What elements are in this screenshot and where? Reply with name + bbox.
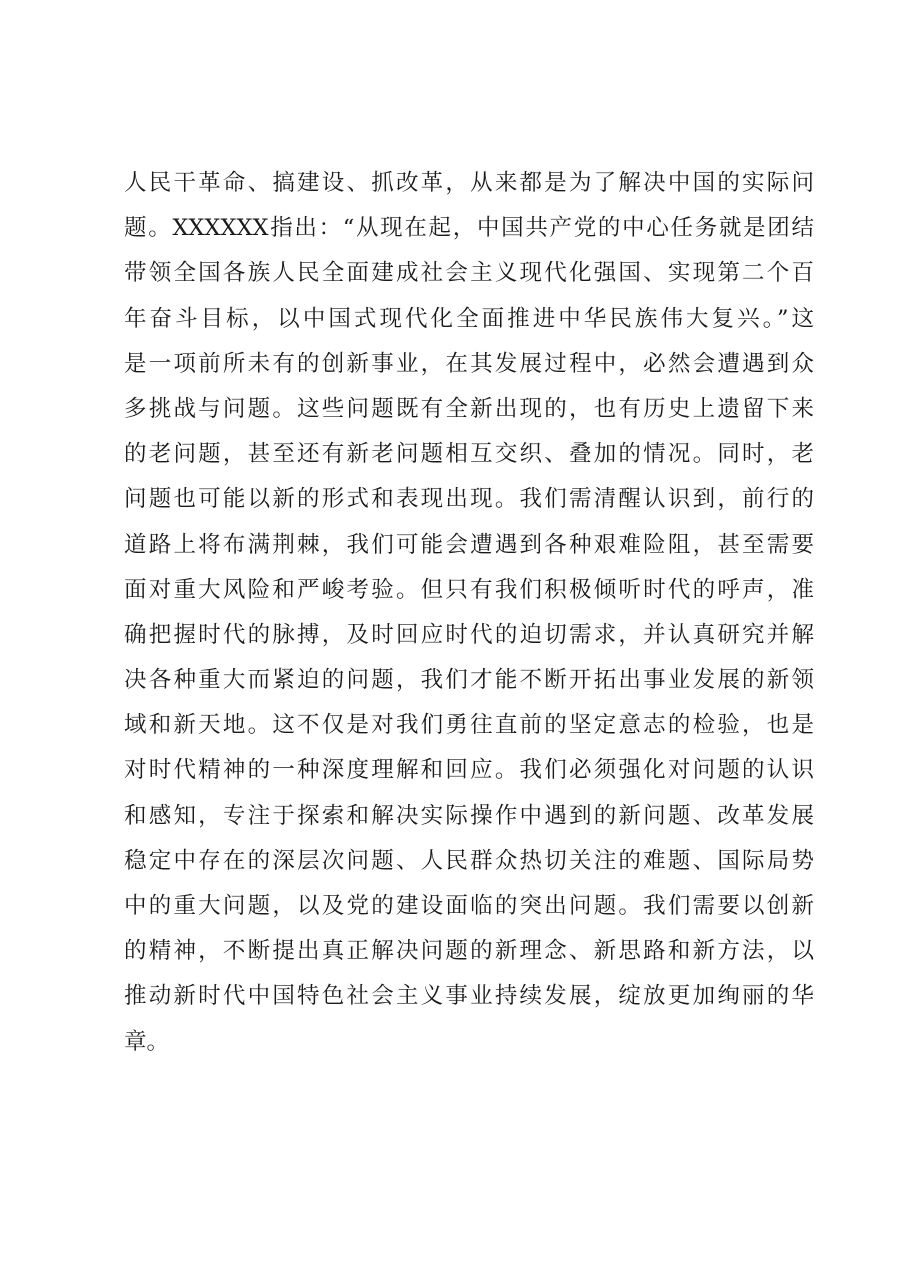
text-line-19: 推动新时代中国特色社会主义事业持续发展，绽放更加绚丽的华 bbox=[124, 983, 814, 1010]
text-line-7: 的老问题，甚至还有新老问题相互交织、叠加的情况。同时，老 bbox=[124, 441, 814, 468]
text-line-1: 人民干革命、搞建设、抓改革，从来都是为了解决中国的实际问 bbox=[124, 170, 814, 196]
text-line-6: 多挑战与问题。这些问题既有全新出现的，也有历史上遗留下来 bbox=[124, 395, 814, 422]
text-line-17: 中的重大问题，以及党的建设面临的突出问题。我们需要以创新 bbox=[124, 893, 814, 919]
text-line-8: 问题也可能以新的形式和表现出现。我们需清醒认识到，前行的 bbox=[124, 486, 814, 513]
text-line-10: 面对重大风险和严峻考验。但只有我们积极倾听时代的呼声，准 bbox=[124, 576, 814, 603]
text-line-18: 的精神，不断提出真正解决问题的新理念、新思路和新方法，以 bbox=[124, 938, 814, 965]
text-line-15: 和感知，专注于探索和解决实际操作中遇到的新问题、改革发展 bbox=[124, 802, 814, 829]
text-line-5: 是一项前所未有的创新事业，在其发展过程中，必然会遭遇到众 bbox=[124, 350, 814, 377]
text-line-2: 题。XXXXXX指出：“从现在起，中国共产党的中心任务就是团结 bbox=[124, 215, 814, 242]
text-line-12: 决各种重大而紧迫的问题，我们才能不断开拓出事业发展的新领 bbox=[124, 667, 814, 694]
text-line-13: 域和新天地。这不仅是对我们勇往直前的坚定意志的检验，也是 bbox=[124, 712, 814, 739]
text-line-3: 带领全国各族人民全面建成社会主义现代化强国、实现第二个百 bbox=[124, 260, 814, 287]
text-line-14: 对时代精神的一种深度理解和回应。我们必须强化对问题的认识 bbox=[124, 757, 814, 784]
text-line-11: 确把握时代的脉搏，及时回应时代的迫切需求，并认真研究并解 bbox=[124, 621, 814, 648]
text-line-9: 道路上将布满荆棘，我们可能会遭遇到各种艰难险阻，甚至需要 bbox=[124, 531, 814, 558]
text-line-20: 章。 bbox=[124, 1028, 170, 1055]
text-line-4: 年奋斗目标，以中国式现代化全面推进中华民族伟大复兴。”这 bbox=[124, 305, 814, 332]
body-paragraph bbox=[124, 161, 814, 1065]
text-line-16: 稳定中存在的深层次问题、人民群众热切关注的难题、国际局势 bbox=[124, 847, 814, 874]
